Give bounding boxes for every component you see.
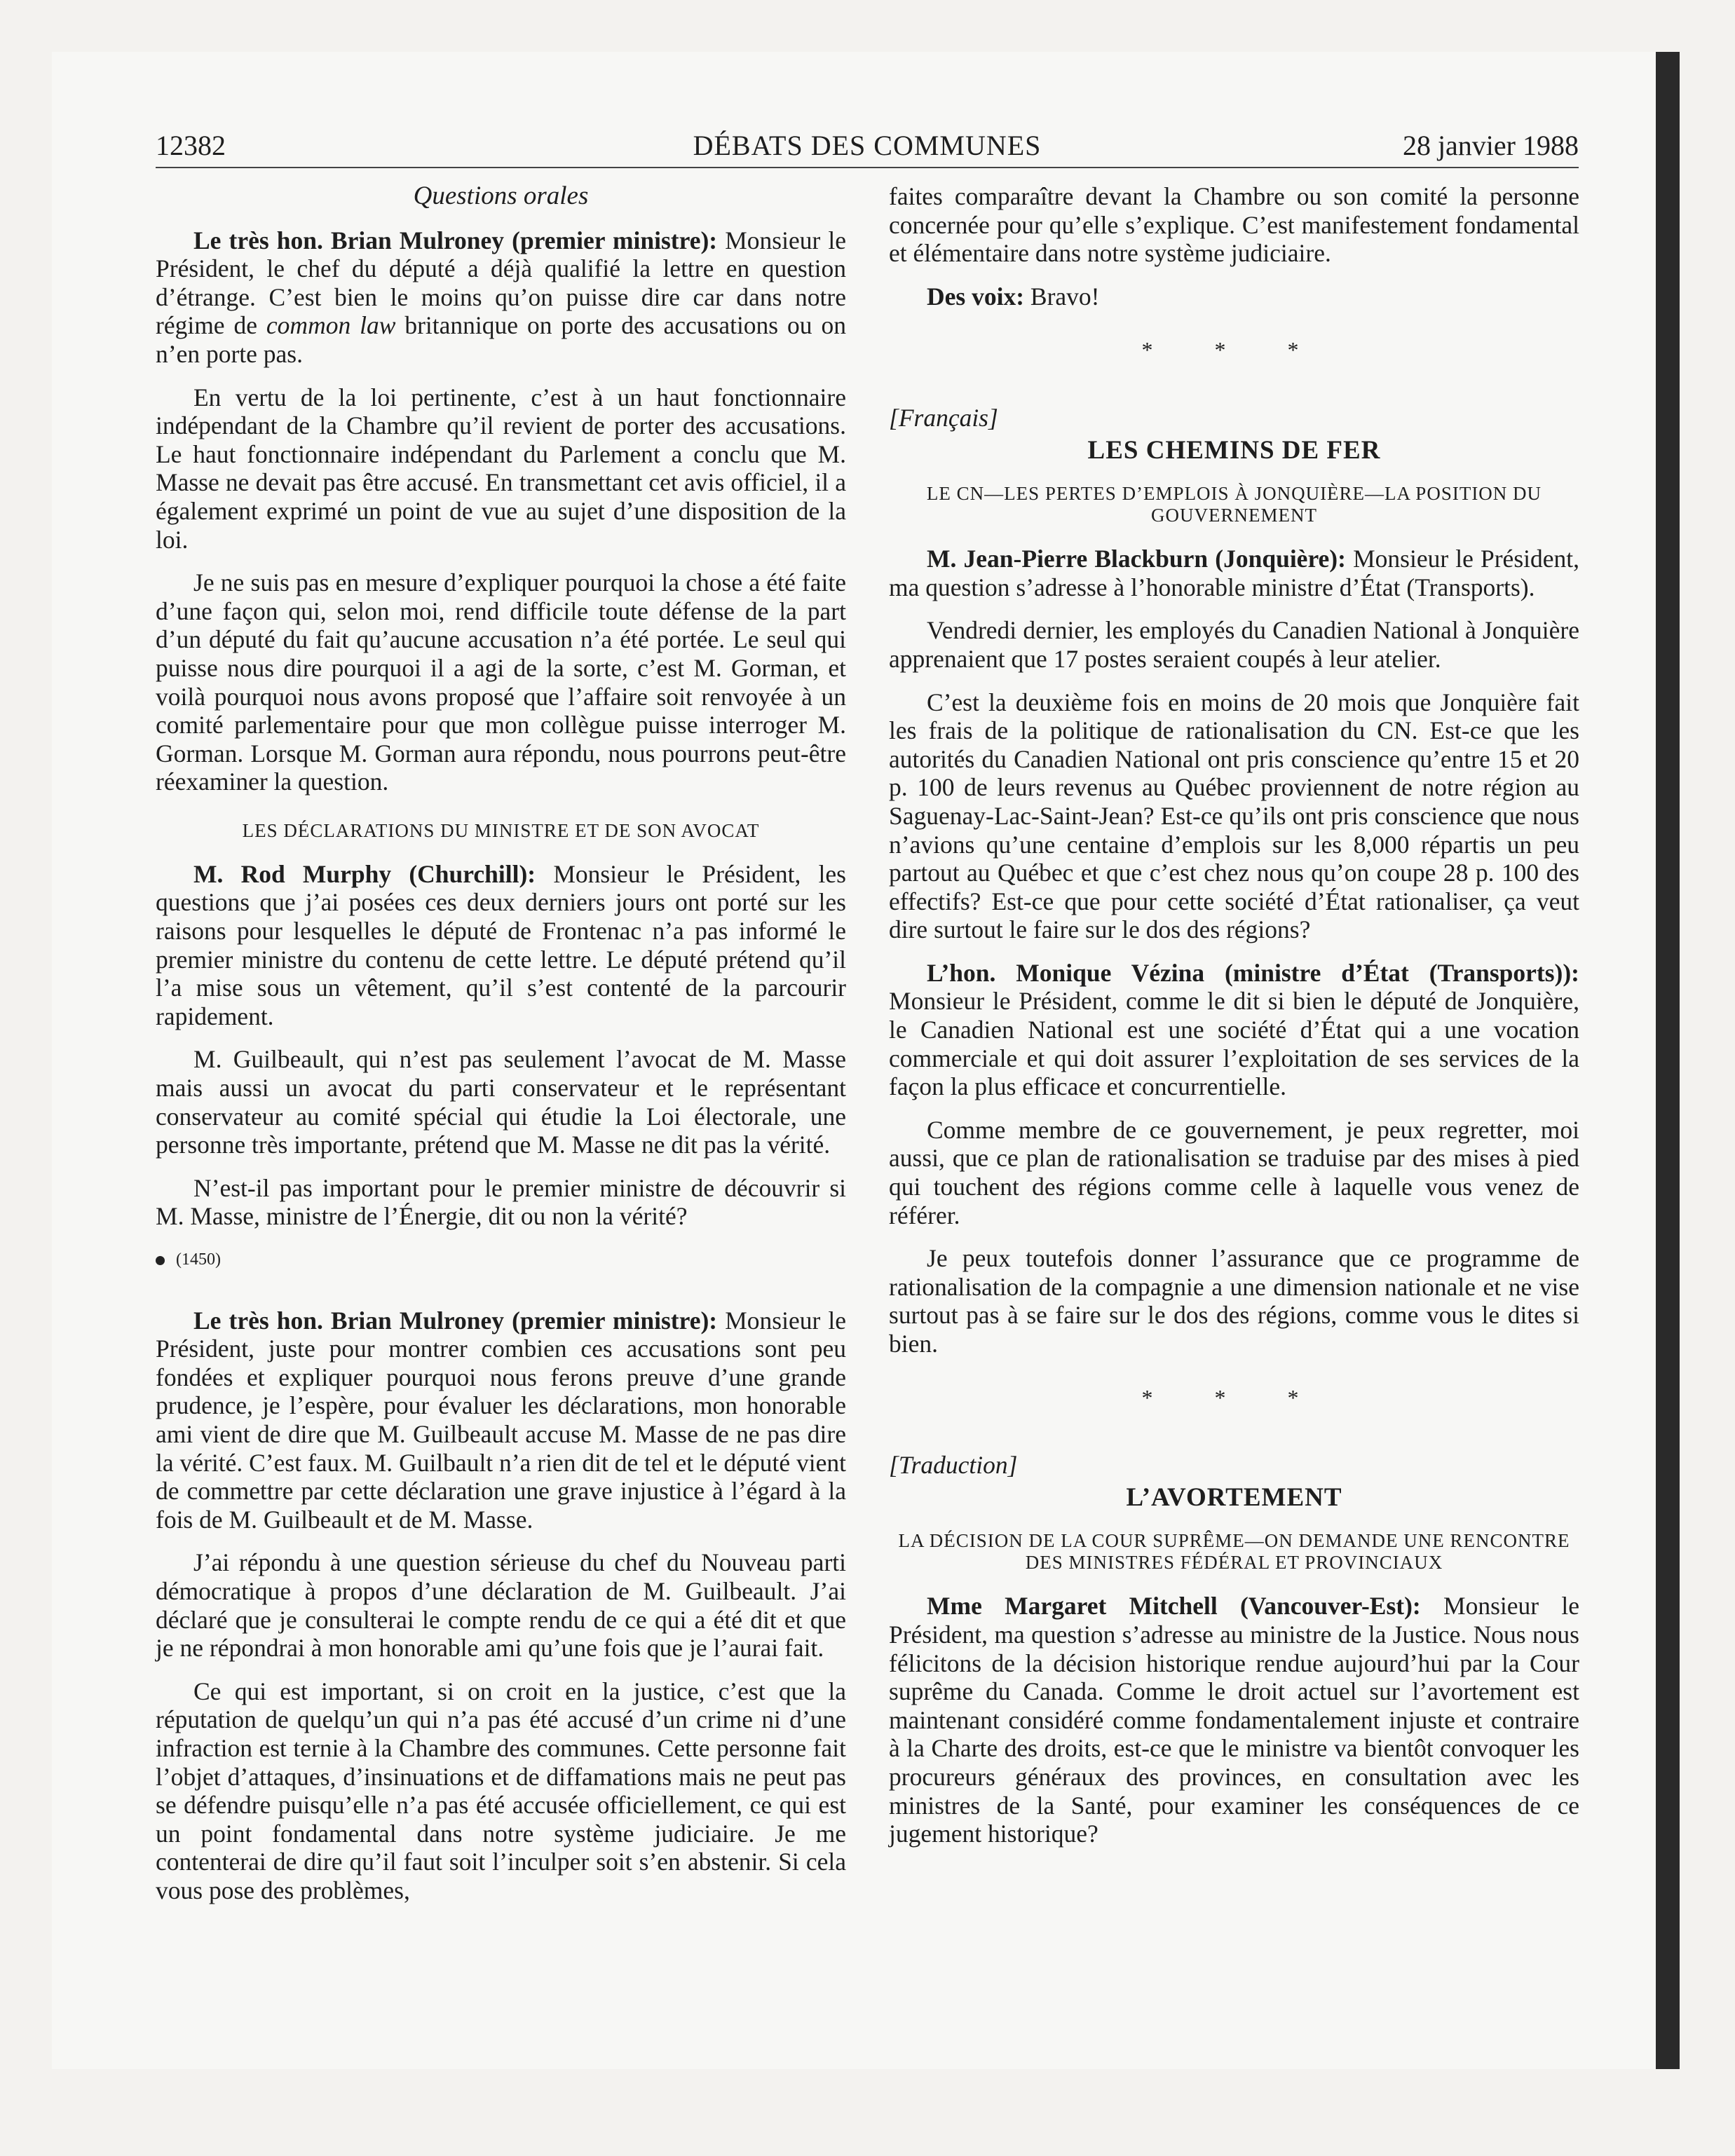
paragraph: J’ai répondu à une question sérieuse du chef du Nouveau parti démocratique à propos d’une déclaration de M. Guilbeault. J’ai déclaré que je consulterai le compte rendu de ce qui a été dit et que je ne répondrai à mon honorable ami qu’une fois que je l’aurai fait. [156, 1548, 846, 1663]
left-column [156, 182, 846, 1919]
paragraph-text: Monsieur le Président, juste pour montrer combien ces accusations sont peu fondées et expliquer pourquoi nous ferons preuve d’une grande prudence, je l’espère, pour évaluer les déclarations, mon honorable ami vient de dire que M. Guilbeault accuse M. Masse de ne pas dire la vérité. C’est faux. M. Guilbault n’a rien dit de tel et le député vient de commettre par cette déclaration une grave injustice à l’égard à la fois de M. Guilbeault et de M. Masse. [156, 1306, 846, 1534]
paragraph-text: Monsieur le Président, ma question s’adresse à l’honorable ministre d’État (Transports). [889, 545, 1579, 601]
paragraph: Vendredi dernier, les employés du Canadien National à Jonquière apprenaient que 17 postes seraient coupés à leur atelier. [889, 616, 1579, 673]
paragraph-text: Bravo! [1024, 282, 1100, 311]
speaker-name: M. Jean-Pierre Blackburn (Jonquière): [927, 545, 1346, 573]
language-marker: [Traduction] [889, 1451, 1018, 1480]
timestamp [156, 1246, 846, 1274]
paragraph-text: britannique on porte des accusations ou on n’en porte pas. [156, 311, 846, 368]
speaker-name: L’hon. Monique Vézina (ministre d’État (Transports)): [927, 958, 1579, 987]
paragraph: Je ne suis pas en mesure d’expliquer pourquoi la chose a été faite d’une façon qui, selon moi, rend difficile toute défense de la part d’un député du fait qu’aucune accusation n’a été portée. Le seul qui puisse nous dire pourquoi il a agi de la sorte, c’est M. Gorman, et voilà pourquoi nous avons proposé que l’affaire soit renvoyée à un comité parlementaire pour que mon collègue puisse interroger M. Gorman. Lorsque M. Gorman aura répondu, nous pourrons peut-être réexaminer la question. [156, 568, 846, 796]
paragraph: C’est la deuxième fois en moins de 20 mois que Jonquière fait les frais de la politique de rationalisation du CN. Est-ce que les autorités du Canadien National ont pris conscience qu’entre 15 et 20 p. 100 de leurs revenus au Québec proviennent de notre région au Saguenay-Lac-Saint-Jean? Est-ce qu’ils ont pris conscience que nous n’avions qu’une centaine d’emplois sur les 8,000 répartis un peu partout au Québec et que c’est chez nous qu’on coupe 28 p. 100 des effectifs? Est-ce que pour cette société d’État rationaliser, ça veut dire surtout le faire sur le dos des régions? [889, 688, 1579, 944]
language-marker: [Français] [889, 403, 998, 432]
paragraph [156, 860, 846, 1031]
paragraph-text: Monsieur le Président, le chef du député a déjà qualifié la lettre en question d’étrange. C’est bien le moins qu’on puisse dire car dans notre régime de [156, 226, 846, 340]
section-separator: * * * [1141, 337, 1327, 363]
paragraph: Je peux toutefois donner l’assurance que ce programme de rationalisation de la compagnie a une dimension nationale et ne vise surtout pas à se faire sur le dos des régions, comme vous le dites si bien. [889, 1244, 1579, 1358]
publication-title: DÉBATS DES COMMUNES [693, 130, 1042, 161]
subheading: LA DÉCISION DE LA COUR SUPRÊME—ON DEMANDE UNE RENCONTRE DES MINISTRES FÉDÉRAL ET PROVINCIAUX [898, 1530, 1570, 1574]
paragraph [156, 1306, 846, 1534]
section-title: Questions orales [413, 182, 589, 210]
speaker-name: Le très hon. Brian Mulroney (premier ministre): [193, 1306, 718, 1335]
paragraph: Comme membre de ce gouvernement, je peux regretter, moi aussi, que ce plan de rationalisation se traduise par des mises à pied qui touchent des régions comme celle à laquelle vous venez de référer. [889, 1115, 1579, 1229]
section-heading: L’AVORTEMENT [1126, 1482, 1342, 1512]
section-heading: LES CHEMINS DE FER [1087, 435, 1381, 465]
speaker-name: Le très hon. Brian Mulroney (premier ministre): [193, 226, 718, 254]
speaker-name: Mme Margaret Mitchell (Vancouver-Est): [927, 1592, 1421, 1621]
paragraph [156, 226, 846, 369]
paragraph: N’est-il pas important pour le premier ministre de découvrir si M. Masse, ministre de l’Énergie, dit ou non la vérité? [156, 1173, 846, 1231]
page-binding-edge [1656, 52, 1680, 2069]
subheading: LES DÉCLARATIONS DU MINISTRE ET DE SON AVOCAT [242, 819, 760, 841]
paragraph-text: Monsieur le Président, les questions que j’ai posées ces deux derniers jours ont porté sur les raisons pour lesquelles le député de Frontenac n’a pas informé le premier ministre du contenu de cette lettre. Le député prétend qu’il l’a mise sous un vêtement, qu’il s’est contenté de la parcourir rapidement. [156, 859, 846, 1030]
bullet-icon [156, 1256, 165, 1265]
speaker-name: M. Rod Murphy (Churchill): [193, 859, 536, 888]
paragraph [889, 545, 1579, 601]
paragraph: M. Guilbeault, qui n’est pas seulement l’avocat de M. Masse mais aussi un avocat du parti conservateur et le représentant conservateur au comité spécial qui étudie la Loi électorale, une personne très importante, prétend que M. Masse ne dit pas la vérité. [156, 1045, 846, 1159]
header-date: 28 janvier 1988 [1402, 130, 1579, 161]
timestamp-text: (1450) [176, 1250, 221, 1269]
paragraph: En vertu de la loi pertinente, c’est à un haut fonctionnaire indépendant de la Chambre qu’il revient de porter des accusations. Le haut fonctionnaire indépendant du Parlement a conclu que M. Masse ne devait pas être accusé. En transmettant cet avis officiel, il a également exprimé un point de vue au sujet d’une disposition de la loi. [156, 383, 846, 554]
paragraph [889, 282, 1579, 311]
paragraph: Ce qui est important, si on croit en la justice, c’est que la réputation de quelqu’un qui n’a pas été accusé d’un crime ni d’une infraction est ternie à la Chambre des communes. Cette personne fait l’objet d’attaques, d’insinuations et de diffamations mais ne peut pas se défendre puisqu’elle n’a pas été accusée officiellement, ce qui est un point fondamental dans notre système judiciaire. Je me contenterai de dire qu’il faut soit l’inculper soit s’en abstenir. Si cela vous pose des problèmes, [156, 1677, 846, 1904]
section-separator: * * * [1141, 1384, 1327, 1410]
italic-term: common law [266, 311, 396, 340]
paragraph [889, 959, 1579, 1101]
paragraph: faites comparaître devant la Chambre ou son comité la personne concernée pour qu’elle s’explique. C’est manifestement fondamental et élémentaire dans notre système judiciaire. [889, 182, 1579, 268]
speaker-name: Des voix: [927, 282, 1025, 311]
subheading: LE CN—LES PERTES D’EMPLOIS À JONQUIÈRE—LA POSITION DU GOUVERNEMENT [926, 483, 1542, 526]
paragraph-text: Monsieur le Président, comme le dit si bien le député de Jonquière, le Canadien National est une société d’État qui a une vocation commerciale et qui doit assurer l’exploitation de ses services de la façon la plus efficace et concurrentielle. [889, 987, 1579, 1101]
running-header [156, 130, 1579, 168]
paragraph-text: Monsieur le Président, ma question s’adresse au ministre de la Justice. Nous nous félicitons de la décision historique rendue aujourd’hui par la Cour suprême du Canada. Comme le droit actuel sur l’avortement est maintenant considéré comme fondamentalement injuste et contraire à la Charte des droits, est-ce que le ministre va bientôt convoquer les procureurs généraux des provinces, en consultation avec les ministres de la Santé, pour examiner les conséquences de ce jugement historique? [889, 1592, 1579, 1848]
right-column [889, 182, 1579, 1863]
page-number: 12382 [156, 130, 226, 161]
paragraph [889, 1592, 1579, 1848]
